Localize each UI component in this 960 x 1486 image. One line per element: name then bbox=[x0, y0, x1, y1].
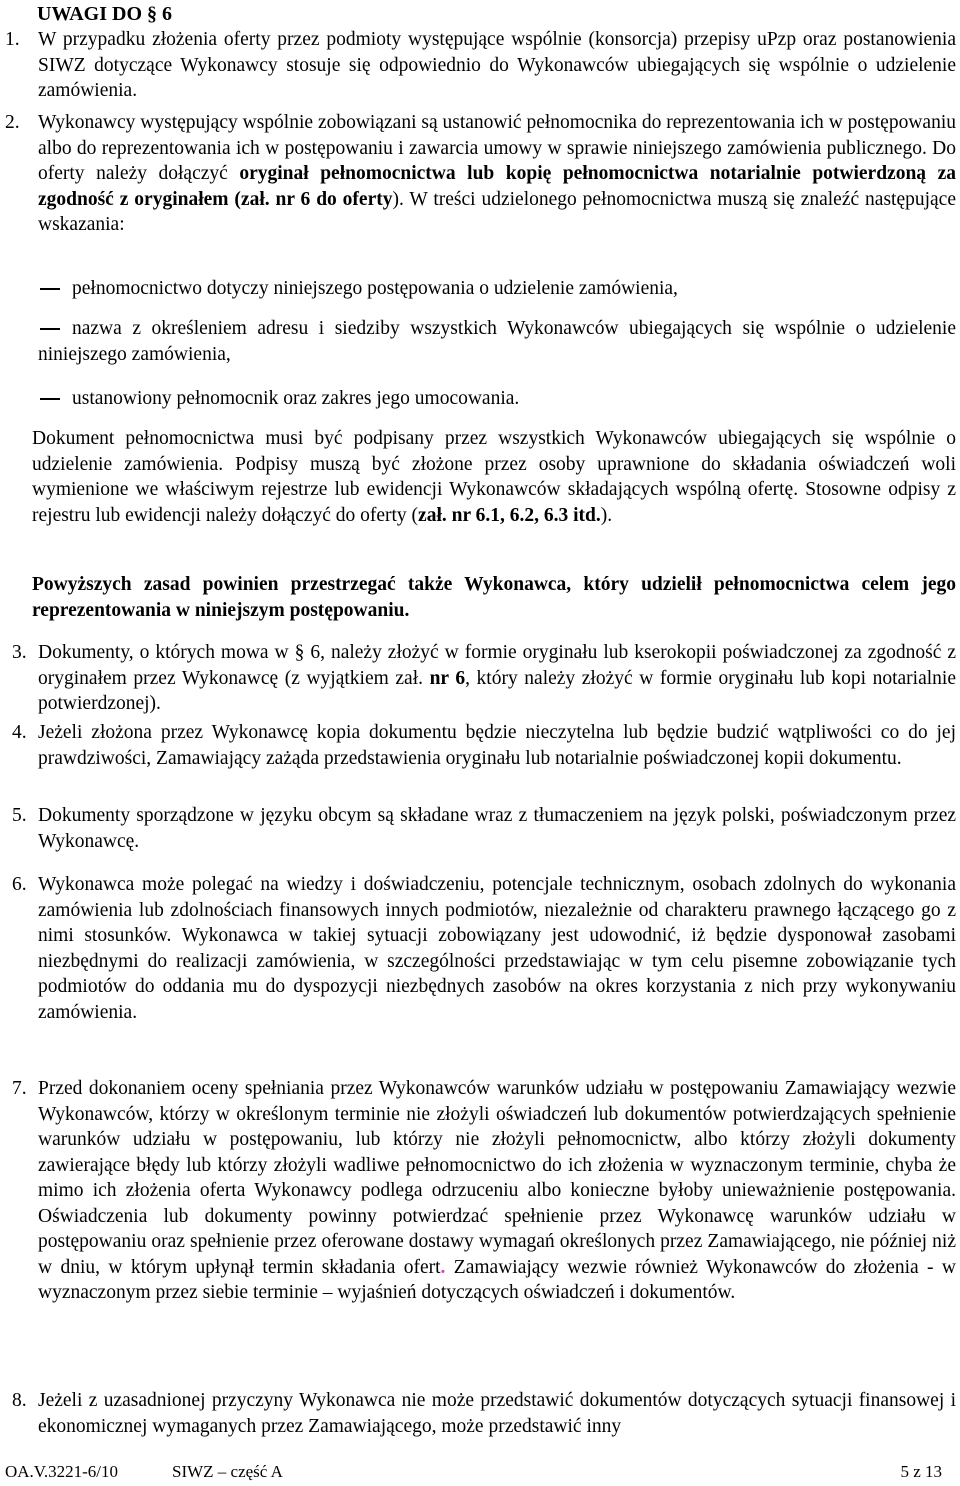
item-4-text: Jeżeli złożona przez Wykonawcę kopia dokumentu będzie nieczytelna lub będzie budzić wątpliwości co do jej prawdziwości, Zamawiający zażąda przedstawienia oryginału lub notarialnie poświadczonej kopii dokumentu. bbox=[38, 722, 956, 769]
item-8-number: 8. bbox=[12, 1390, 27, 1411]
dash-bullet-1 bbox=[40, 288, 60, 290]
item-3-text-a: Dokumenty, o których mowa w § 6, należy złożyć w formie oryginału lub kserokopii poświadczonej za zgodność z oryginałem przez Wykonawcę (z wyjątkiem zał. bbox=[38, 642, 956, 689]
footer-document-title: SIWZ – część A bbox=[172, 1462, 283, 1481]
item-6-text: Wykonawca może polegać na wiedzy i doświadczeniu, potencjale technicznym, osobach zdolnych do wykonania zamówienia lub zdolnościach finansowych innych podmiotów, niezależnie od charakteru prawnego łączącego go z nimi stosunków. Wykonawca w takiej sytuacji zobowiązany jest udowodnić, iż będzie dysponował zasobami niezbędnymi do realizacji zamówienia, w szczególności przedstawiając w tym celu pisemne zobowiązanie tych podmiotów do oddania mu do dyspozycji niezbędnych zasobów na okres korzystania z nich przy wykonywaniu zamówienia. bbox=[38, 874, 956, 1023]
proxy-paragraph-text-a: Dokument pełnomocnictwa musi być podpisany przez wszystkich Wykonawców ubiegających się wspólnie o udzielenie zamówienia. Podpisy muszą być złożone przez osoby uprawnione do składania oświadczeń woli wymienione we właściwym rejestrze lub ewidencji Wykonawców składających wspólną ofertę. Stosowne odpisy z rejestru lub ewidencji należy dołączyć do oferty ( bbox=[32, 428, 956, 526]
item-5-number: 5. bbox=[12, 805, 27, 826]
proxy-document-paragraph bbox=[32, 426, 956, 556]
item-2-number: 2. bbox=[5, 112, 20, 133]
item-2-text-a: Wykonawcy występujący wspólnie zobowiązani są ustanowić pełnomocnika do reprezentowania ich w postępowaniu albo do reprezentowania ich w postępowaniu i zawarcia umowy w sprawie niniejszego zamówienia publicznego. Do oferty należy dołączyć bbox=[38, 112, 956, 184]
item-1-text: W przypadku złożenia oferty przez podmioty występujące wspólnie (konsorcja) przepisy uPzp oraz postanowienia SIWZ dotyczące Wykonawcy stosuje się odpowiednio do Wykonawców ubiegających się wspólnie o udzielenie zamówienia. bbox=[38, 29, 956, 101]
bullet-1-text: pełnomocnictwo dotyczy niniejszego postępowania o udzielenie zamówienia, bbox=[72, 278, 678, 299]
item-3-text bbox=[38, 640, 956, 718]
item-3-text-c: , który należy złożyć w formie oryginału lub kopi notarialnie potwierdzonej). bbox=[38, 667, 956, 714]
item-8-text: Jeżeli z uzasadnionej przyczyny Wykonawca nie może przedstawić dokumentów dotyczących sytuacji finansowej i ekonomicznej wymaganych przez Zamawiającego, może przedstawić inny bbox=[38, 1390, 956, 1437]
item-6-number: 6. bbox=[12, 874, 27, 895]
footer-page-number: 5 z 13 bbox=[900, 1462, 942, 1481]
item-5-text: Dokumenty sporządzone w języku obcym są składane wraz z tłumaczeniem na język polski, poświadczonym przez Wykonawcę. bbox=[38, 805, 956, 852]
bullet-2-text: nazwa z określeniem adresu i siedziby wszystkich Wykonawców ubiegających się wspólnie o udzielenie niniejszego zamówienia, bbox=[38, 318, 956, 365]
bullet-3-text: ustanowiony pełnomocnik oraz zakres jego umocowania. bbox=[72, 388, 520, 409]
proxy-paragraph-text-bold: zał. nr 6.1, 6.2, 6.3 itd. bbox=[418, 504, 601, 526]
item-1-number: 1. bbox=[5, 29, 20, 50]
item-2-text-c: ). W treści udzielonego pełnomocnictwa muszą się znaleźć następujące wskazania: bbox=[38, 188, 956, 235]
item-3-number: 3. bbox=[12, 642, 27, 663]
bold-paragraph: Powyższych zasad powinien przestrzegać także Wykonawca, który udzielił pełnomocnictwa celem jego reprezentowania w niniejszym postępowaniu. bbox=[32, 574, 956, 621]
item-4-number: 4. bbox=[12, 722, 27, 743]
item-7-number: 7. bbox=[12, 1078, 27, 1099]
footer-reference: OA.V.3221-6/10 bbox=[5, 1462, 119, 1481]
item-7-text-b: Zamawiający wezwie również Wykonawców do złożenia - w wyznaczonym przez siebie terminie – wyjaśnień dotyczących oświadczeń i dokumentów. bbox=[38, 1256, 956, 1303]
item-7-pink-dot: . bbox=[440, 1256, 446, 1278]
item-2-text bbox=[38, 110, 956, 266]
section-heading: UWAGI DO § 6 bbox=[37, 3, 173, 25]
item-2-text-bold: oryginał pełnomocnictwa lub kopię pełnomocnictwa notarialnie potwierdzoną za zgodność z oryginałem (zał. nr 6 do oferty bbox=[38, 163, 956, 210]
item-7-text bbox=[38, 1076, 956, 1386]
item-7-text-a: Przed dokonaniem oceny spełniania przez Wykonawców warunków udziału w postępowaniu Zamawiający wezwie Wykonawców, którzy w określonym terminie nie złożyli oświadczeń lub dokumentów potwierdzających spełnienie warunków udziału w postępowaniu, lub którzy nie złożyli pełnomocnictw, albo którzy złożyli dokumenty zawierające błędy lub którzy złożyli wadliwe pełnomocnictwo do ich złożenia w wyznaczonym terminie, chyba że mimo ich złożenia oferta Wykonawcy podlega odrzuceniu albo konieczne byłoby unieważnienie postępowania. Oświadczenia lub dokumenty powinny potwierdzać spełnienie przez Wykonawcę warunków udziału w postępowaniu oraz spełnienie przez oferowane dostawy wymagań określonych przez Zamawiającego, nie później niż w dniu, w którym upłynął termin składania ofert bbox=[38, 1078, 956, 1278]
dash-bullet-3 bbox=[40, 398, 60, 400]
proxy-paragraph-text-c: ). bbox=[600, 504, 613, 526]
item-3-text-bold: nr 6 bbox=[429, 667, 466, 689]
